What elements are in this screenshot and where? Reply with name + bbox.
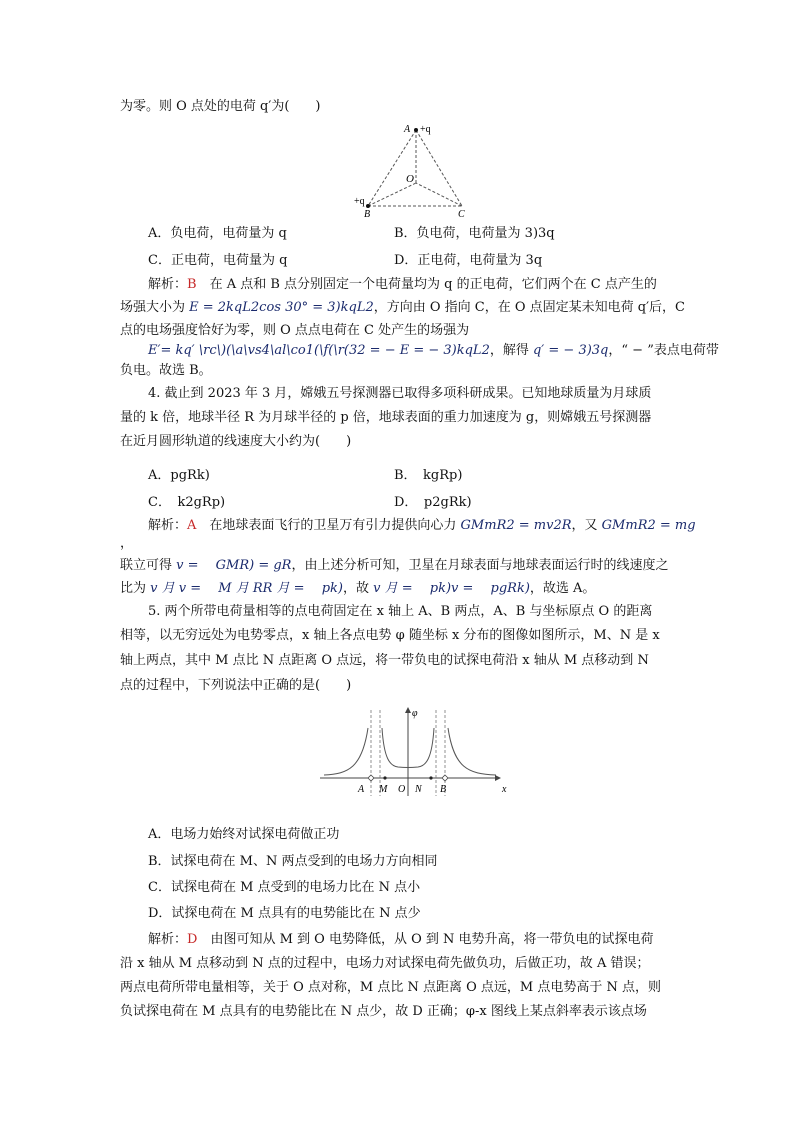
- q5-stem-line1: 5. 两个所带电荷量相等的点电荷固定在 x 轴上 A、B 两点，A、B 与坐标原点 O 的距离: [148, 604, 653, 619]
- answer-letter: A: [187, 518, 197, 533]
- q4-option-a: A．pgRk): [148, 468, 210, 483]
- q3-option-c: C．正电荷，电荷量为 q: [148, 253, 288, 268]
- q3-analysis-line3: 点的电场强度恰好为零，则 O 点点电荷在 C 处产生的场强为: [120, 323, 470, 338]
- q5-analysis-line2: 沿 x 轴从 M 点移动到 N 点的过程中，电场力对试探电荷先做负功，后做正功，故 A 错误；: [120, 956, 650, 971]
- vertex-a-charge: +q: [420, 124, 431, 135]
- q4-analysis-line3: 比为 v 月 v = M 月 RR 月 = pk)，故 v 月 = pk)v = pgRk)，故选 A。: [120, 581, 596, 596]
- q3-option-a: A．负电荷，电荷量为 q: [148, 226, 287, 241]
- q3-option-b: B．负电荷，电荷量为 3)3q: [394, 226, 555, 241]
- q3-analysis-line1: 解析：B 在 A 点和 B 点分别固定一个电荷量均为 q 的正电荷，它们两个在 C 点产生的: [148, 277, 657, 292]
- vertex-a-label: A: [404, 124, 411, 135]
- point-a-label: A: [358, 784, 365, 795]
- q4-stem-line2: 量的 k 倍，地球半径 R 为月球半径的 p 倍，地球表面的重力加速度为 g，则嫦娥五号探测器: [120, 410, 652, 425]
- vertex-b-label: B: [364, 209, 371, 218]
- vertex-c-label: C: [458, 209, 465, 218]
- answer-letter: B: [187, 277, 197, 292]
- q5-stem-line3: 轴上两点，其中 M 点比 N 点距离 O 点远，将一带负电的试探电荷沿 x 轴从 M 点移动到 N: [120, 653, 649, 668]
- q5-stem-line2: 相等，以无穷远处为电势零点，x 轴上各点电势 φ 随坐标 x 分布的图像如图所示，M、N 是 x: [120, 628, 660, 643]
- analysis-label: 解析：: [148, 518, 188, 533]
- q3-analysis-line5: 负电。故选 B。: [120, 363, 212, 378]
- q5-option-c: C．试探电荷在 M 点受到的电场力比在 N 点小: [148, 880, 421, 895]
- point-n-label: N: [415, 784, 422, 795]
- q4-stem-line1: 4. 截止到 2023 年 3 月，嫦娥五号探测器已取得多项科研成果。已知地球质量为月球质: [148, 386, 652, 401]
- analysis-label: 解析：: [148, 932, 188, 947]
- phi-axis-label: φ: [412, 708, 418, 719]
- vertex-b-charge: +q: [354, 196, 365, 207]
- q4-analysis-comma: ，: [120, 536, 134, 551]
- q3-analysis-line4: E′= kq′ \rc\)(\a\vs4\al\co1(\f(\r(32 = − E = − 3)kqL2，解得 q′ = − 3)3q，“ − ”表点电荷带: [148, 343, 719, 358]
- q4-option-d: D． p2gRk): [394, 495, 472, 510]
- vertex-o-label: O: [406, 173, 414, 185]
- point-b-label: B: [440, 784, 447, 795]
- q5-stem-line4: 点的过程中，下列说法中正确的是( ): [120, 678, 352, 693]
- q5-analysis-line3: 两点电荷所带电量相等，关于 O 点对称，M 点比 N 点距离 O 点远，M 点电势高于 N 点，则: [120, 980, 662, 995]
- x-axis-label: x: [502, 784, 507, 795]
- q3-option-d: D．正电荷，电荷量为 3q: [394, 253, 543, 268]
- q5-option-b: B．试探电荷在 M、N 两点受到的电场力方向相同: [148, 854, 438, 869]
- q3-question-tail: 为零。则 O 点处的电荷 q′为( ): [120, 99, 321, 114]
- point-o-label: O: [398, 784, 406, 795]
- q3-analysis-line2: 场强大小为 E = 2kqL2cos 30° = 3)kqL2，方向由 O 指向 C，在 O 点固定某未知电荷 q′后，C: [120, 300, 685, 315]
- analysis-label: 解析：: [148, 277, 188, 292]
- q4-option-b: B． kgRp): [394, 468, 463, 483]
- q5-analysis-line1: 解析：D 由图可知从 M 到 O 电势降低，从 O 到 N 电势升高，将一带负电的试探电荷: [148, 932, 654, 947]
- answer-letter: D: [187, 932, 198, 947]
- q4-analysis-line2: 联立可得 v = GMR) = gR，由上述分析可知，卫星在月球表面与地球表面运行时的线速度之: [120, 558, 669, 573]
- q5-option-a: A．电场力始终对试探电荷做正功: [148, 827, 340, 842]
- q4-stem-line3: 在近月圆形轨道的线速度大小约为( ): [120, 434, 352, 449]
- triangle-figure: [350, 118, 490, 218]
- q4-option-c: C． k2gRp): [148, 495, 226, 510]
- potential-graph: [318, 704, 518, 799]
- point-m-label: M: [379, 784, 388, 795]
- q5-analysis-line4: 负试探电荷在 M 点具有的电势能比在 N 点少，故 D 正确；φ-x 图线上某点斜率表示该点场: [120, 1004, 647, 1019]
- q5-option-d: D．试探电荷在 M 点具有的电势能比在 N 点少: [148, 906, 421, 921]
- q4-analysis-line1: 解析：A 在地球表面飞行的卫星万有引力提供向心力 GMmR2 = mv2R，又 GMmR2 = mg: [148, 518, 696, 533]
